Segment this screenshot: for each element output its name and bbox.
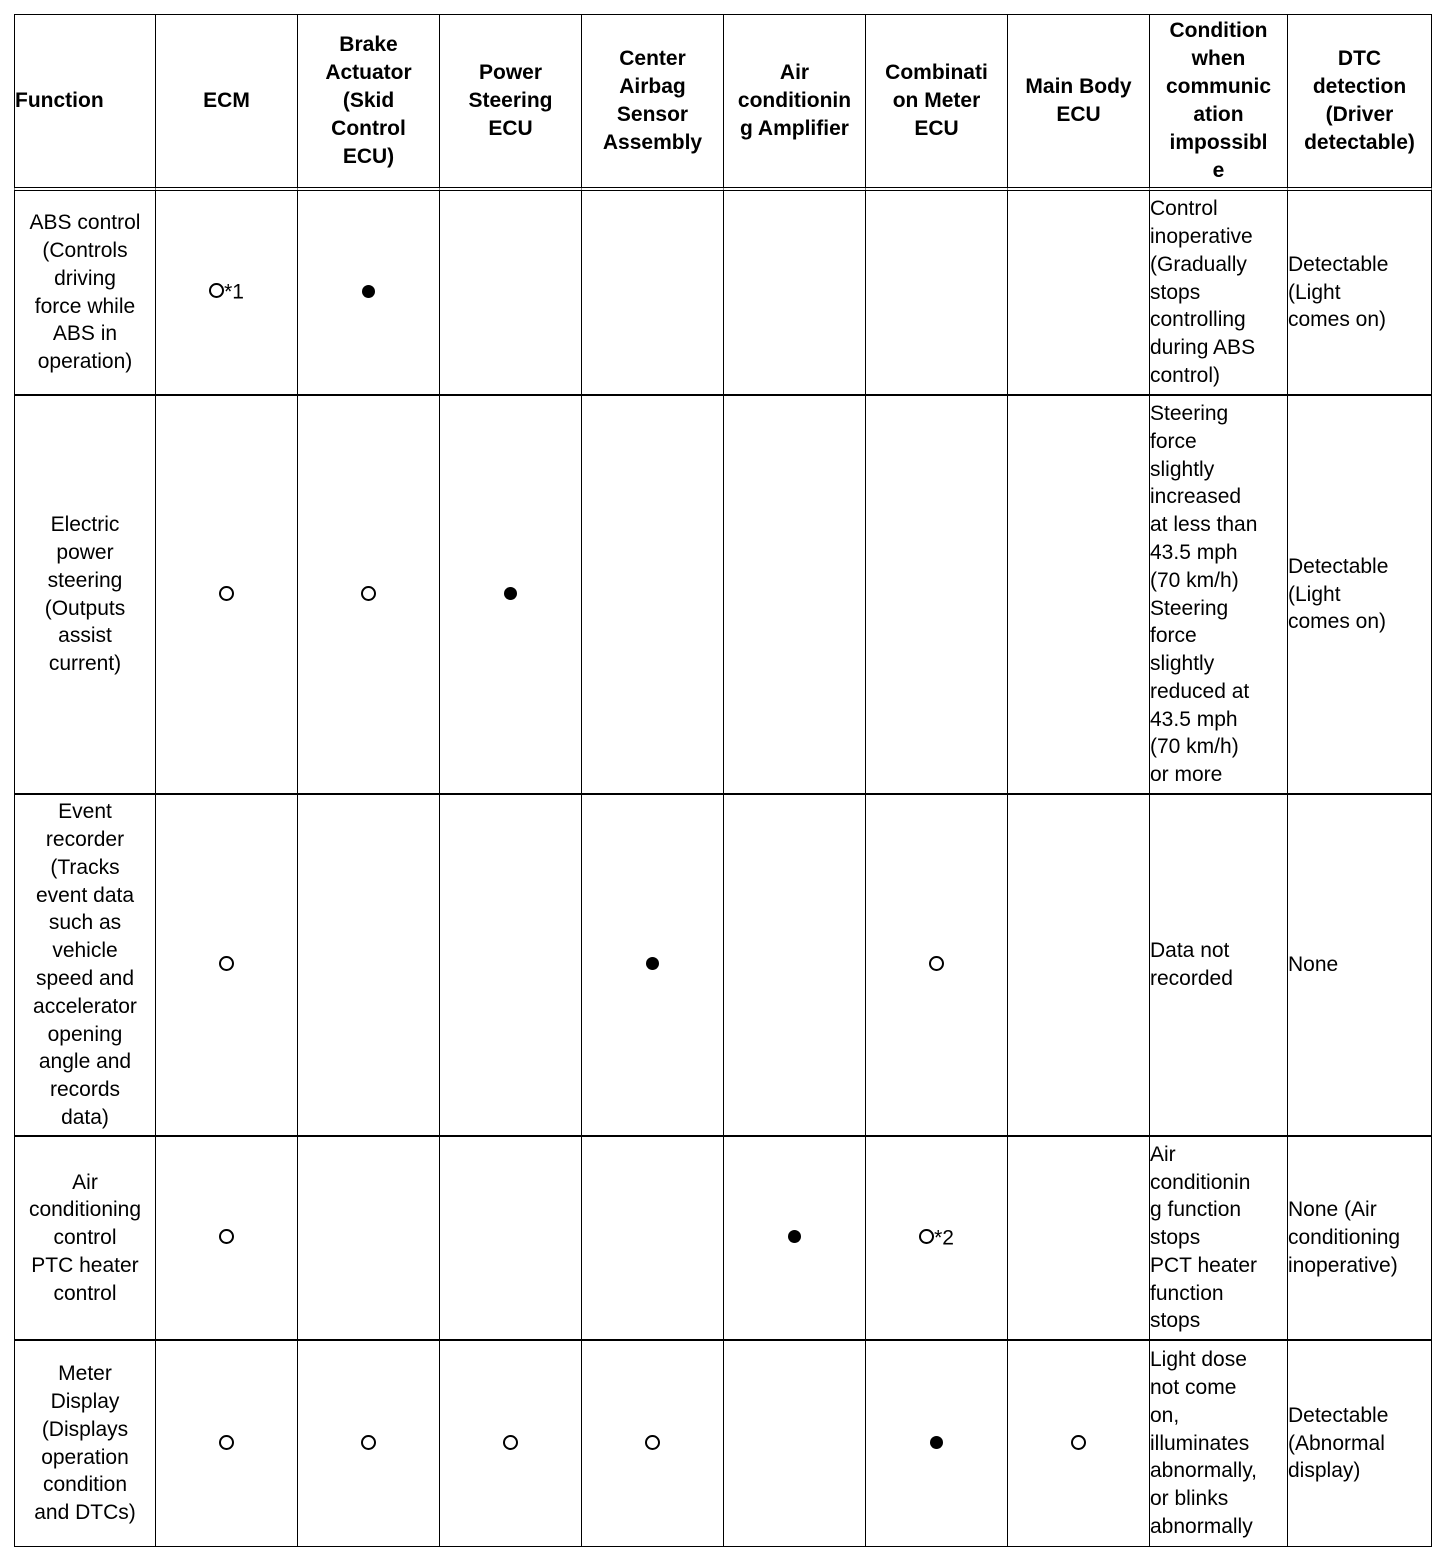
header-text-line: ECU	[914, 117, 959, 140]
mark-cell-brake-actuator	[298, 191, 440, 396]
condition-text-line: on,	[1150, 1403, 1180, 1427]
header-text-line: impossibl	[1169, 131, 1268, 154]
function-cell	[14, 1137, 156, 1341]
dtc-text-line: None (Air	[1288, 1198, 1377, 1222]
table-row	[14, 191, 1432, 396]
mark-cell-ecm	[156, 191, 298, 396]
dtc-text-line: (Light	[1288, 582, 1341, 606]
mark-cell-power-steering-ecu	[440, 1341, 582, 1547]
condition-text-line: reduced at	[1150, 679, 1250, 703]
hollow-circle-icon	[219, 586, 234, 601]
header-text-line: ation	[1193, 103, 1244, 126]
condition-text-line: force	[1150, 429, 1197, 453]
condition-text-line: force	[1150, 624, 1197, 648]
header-text-line: on Meter	[892, 89, 981, 112]
dtc-text-line: None	[1288, 953, 1339, 977]
function-text-line: ABS in	[52, 322, 118, 346]
ecu-communication-table-sheet	[14, 14, 1432, 1547]
mark-cell-power-steering-ecu	[440, 191, 582, 396]
mark-cell-air-conditioning-amplifier	[724, 191, 866, 396]
mark-cell-main-body-ecu	[1008, 1137, 1150, 1341]
function-text-line: accelerator	[33, 994, 137, 1018]
header-text-line: e	[1212, 159, 1225, 182]
function-text-line: data)	[61, 1105, 109, 1129]
condition-text-line: abnormally	[1150, 1514, 1253, 1538]
mark-cell-combination-meter-ecu	[866, 1341, 1008, 1547]
mark-cell-brake-actuator	[298, 1341, 440, 1547]
condition-cell	[1150, 1137, 1288, 1341]
condition-text-line: inoperative	[1150, 225, 1253, 248]
table-row	[14, 1137, 1432, 1341]
condition-text-line: function	[1150, 1281, 1224, 1305]
condition-cell	[1150, 191, 1288, 396]
mark-cell-ecm	[156, 396, 298, 795]
condition-text-line: not come	[1150, 1376, 1237, 1399]
condition-text-line: g function	[1150, 1198, 1242, 1222]
header-text-line: Assembly	[602, 131, 703, 154]
ecu-communication-table	[14, 14, 1432, 1547]
dtc-text-line: (Abnormal	[1288, 1431, 1385, 1455]
function-text-line: Air	[72, 1170, 98, 1194]
mark-cell-center-airbag-sensor	[582, 191, 724, 396]
header-condition-when-communication-impossible	[1150, 14, 1288, 191]
condition-text-line: PCT heater	[1150, 1253, 1257, 1277]
mark-cell-air-conditioning-amplifier	[724, 396, 866, 795]
header-text-line: detectable)	[1304, 131, 1415, 154]
filled-circle-icon	[646, 957, 659, 970]
condition-text-line: Steering	[1150, 596, 1229, 620]
mark-cell-combination-meter-ecu	[866, 191, 1008, 396]
dtc-text-line: Detectable	[1288, 252, 1389, 276]
footnote-marker: *2	[934, 1226, 954, 1250]
condition-text-line: Control	[1150, 197, 1218, 221]
condition-text-line: conditionin	[1150, 1170, 1251, 1194]
header-text-line: Steering	[468, 89, 553, 112]
dtc-detection-cell	[1288, 795, 1432, 1137]
table-body	[14, 191, 1432, 1547]
header-text-line: (Skid	[342, 89, 395, 112]
filled-circle-icon	[504, 587, 517, 600]
header-brake-actuator	[298, 14, 440, 191]
mark-cell-combination-meter-ecu	[866, 1137, 1008, 1341]
function-text-line: current)	[48, 652, 122, 676]
filled-circle-icon	[362, 285, 375, 298]
function-text-line: Event	[58, 800, 112, 824]
header-text-line: Main Body	[1025, 75, 1132, 98]
header-text-line: Control	[331, 117, 406, 140]
condition-text-line: during ABS	[1150, 336, 1256, 360]
header-text-line: Sensor	[616, 103, 689, 126]
header-text-line: Air	[779, 61, 810, 84]
header-center-airbag-sensor	[582, 14, 724, 191]
header-text-line: Power	[478, 61, 543, 84]
header-text-line: when	[1191, 47, 1246, 70]
filled-circle-icon	[788, 1230, 801, 1243]
condition-text-line: Data not	[1150, 939, 1230, 963]
function-text-line: steering	[47, 568, 123, 592]
function-text-line: angle and	[38, 1050, 132, 1074]
hollow-circle-icon	[219, 956, 234, 971]
header-ecm	[156, 14, 298, 191]
dtc-text-line: comes on)	[1288, 610, 1387, 634]
dtc-text-line: Detectable	[1288, 1403, 1389, 1427]
function-text-line: PTC heater	[31, 1253, 139, 1277]
function-cell	[14, 795, 156, 1137]
condition-text-line: stops	[1150, 280, 1201, 304]
dtc-detection-cell	[1288, 1137, 1432, 1341]
condition-text-line: (Gradually	[1150, 252, 1247, 276]
function-text-line: ABS control	[29, 211, 141, 235]
function-text-line: vehicle	[52, 939, 118, 963]
header-text-line: Brake	[339, 33, 398, 56]
footnote-marker: *1	[224, 280, 244, 304]
dtc-text-line: inoperative)	[1288, 1253, 1398, 1277]
function-text-line: control	[53, 1226, 117, 1250]
function-text-line: such as	[48, 911, 122, 935]
mark-cell-ecm	[156, 1341, 298, 1547]
mark-cell-main-body-ecu	[1008, 1341, 1150, 1547]
function-text-line: operation)	[37, 350, 133, 374]
function-text-line: driving	[54, 266, 116, 290]
function-text-line: force while	[34, 294, 136, 318]
function-text-line: records	[49, 1078, 121, 1102]
hollow-circle-icon	[1071, 1435, 1086, 1450]
mark-cell-air-conditioning-amplifier	[724, 1341, 866, 1547]
table-row	[14, 396, 1432, 795]
hollow-circle-icon	[645, 1435, 660, 1450]
condition-text-line: Steering	[1150, 401, 1229, 425]
condition-text-line: or more	[1150, 763, 1223, 787]
function-text-line: condition	[42, 1473, 128, 1497]
function-text-line: Meter	[58, 1362, 112, 1386]
function-text-line: operation	[41, 1445, 129, 1469]
mark-cell-center-airbag-sensor	[582, 1341, 724, 1547]
dtc-text-line: comes on)	[1288, 308, 1387, 332]
header-text-line: Airbag	[619, 75, 686, 98]
function-text-line: opening	[47, 1022, 123, 1046]
header-text-line: conditionin	[737, 89, 852, 112]
dtc-detection-cell	[1288, 191, 1432, 396]
condition-text-line: 43.5 mph	[1150, 540, 1238, 564]
hollow-circle-icon	[361, 586, 376, 601]
function-text-line: event data	[35, 883, 135, 907]
hollow-circle-icon	[219, 1435, 234, 1450]
filled-circle-icon	[930, 1436, 943, 1449]
header-text-line: ECU	[1056, 103, 1101, 126]
hollow-circle-icon	[361, 1435, 376, 1450]
dtc-text-line: display)	[1288, 1459, 1361, 1483]
hollow-circle-icon	[919, 1229, 934, 1244]
mark-cell-power-steering-ecu	[440, 795, 582, 1137]
mark-cell-ecm	[156, 1137, 298, 1341]
function-cell	[14, 191, 156, 396]
header-text-line: (Driver	[1325, 103, 1394, 126]
dtc-text-line: (Light	[1288, 280, 1341, 304]
function-text-line: and DTCs)	[34, 1501, 136, 1525]
condition-text-line: slightly	[1150, 652, 1215, 676]
condition-text-line: (70 km/h)	[1150, 735, 1239, 759]
condition-text-line: stops	[1150, 1309, 1201, 1333]
header-text-line: Function	[15, 89, 104, 112]
header-text-line: detection	[1312, 75, 1407, 98]
mark-cell-center-airbag-sensor	[582, 396, 724, 795]
header-main-body-ecu	[1008, 14, 1150, 191]
mark-cell-brake-actuator	[298, 795, 440, 1137]
condition-text-line: (70 km/h)	[1150, 568, 1239, 592]
condition-text-line: 43.5 mph	[1150, 707, 1238, 731]
function-text-line: assist	[58, 624, 112, 648]
header-text-line: communic	[1165, 75, 1272, 98]
function-text-line: (Outputs	[44, 596, 126, 620]
header-text-line: ECU)	[342, 145, 395, 168]
mark-cell-ecm	[156, 795, 298, 1137]
condition-text-line: at less than	[1150, 513, 1258, 537]
mark-cell-brake-actuator	[298, 1137, 440, 1341]
condition-cell	[1150, 795, 1288, 1137]
header-air-conditioning-amplifier	[724, 14, 866, 191]
dtc-detection-cell	[1288, 396, 1432, 795]
condition-text-line: Air	[1150, 1142, 1176, 1166]
header-row	[14, 14, 1432, 191]
mark-cell-power-steering-ecu	[440, 396, 582, 795]
header-function	[14, 14, 156, 191]
condition-text-line: or blinks	[1150, 1487, 1229, 1511]
condition-text-line: Light dose	[1150, 1348, 1247, 1372]
mark-cell-air-conditioning-amplifier	[724, 795, 866, 1137]
hollow-circle-icon	[219, 1229, 234, 1244]
mark-cell-center-airbag-sensor	[582, 1137, 724, 1341]
header-text-line: DTC	[1337, 47, 1382, 70]
header-text-line: Center	[619, 47, 686, 70]
mark-cell-main-body-ecu	[1008, 191, 1150, 396]
condition-text-line: control)	[1150, 363, 1221, 387]
condition-cell	[1150, 396, 1288, 795]
dtc-text-line: conditioning	[1288, 1226, 1401, 1250]
condition-text-line: controlling	[1150, 308, 1246, 332]
function-text-line: Display	[50, 1389, 120, 1413]
dtc-text-line: Detectable	[1288, 554, 1389, 578]
mark-cell-center-airbag-sensor	[582, 795, 724, 1137]
function-text-line: control	[53, 1281, 117, 1305]
header-text-line: Combinati	[885, 61, 988, 84]
header-text-line: Condition	[1169, 19, 1268, 42]
hollow-circle-icon	[209, 283, 224, 298]
table-row	[14, 1341, 1432, 1547]
condition-text-line: recorded	[1150, 967, 1233, 990]
header-combination-meter-ecu	[866, 14, 1008, 191]
table-row	[14, 795, 1432, 1137]
mark-cell-air-conditioning-amplifier	[724, 1137, 866, 1341]
mark-cell-combination-meter-ecu	[866, 795, 1008, 1137]
function-text-line: conditioning	[28, 1198, 142, 1222]
function-cell	[14, 1341, 156, 1547]
mark-cell-power-steering-ecu	[440, 1137, 582, 1341]
header-text-line: g Amplifier	[740, 117, 849, 140]
function-text-line: Electric	[50, 513, 120, 537]
header-text-line: ECU	[488, 117, 533, 140]
dtc-detection-cell	[1288, 1341, 1432, 1547]
header-dtc-detection	[1288, 14, 1432, 191]
condition-text-line: abnormally,	[1150, 1459, 1257, 1483]
condition-text-line: illuminates	[1150, 1431, 1250, 1455]
condition-text-line: increased	[1150, 485, 1242, 509]
condition-text-line: stops	[1150, 1226, 1201, 1250]
header-text-line: Actuator	[325, 61, 412, 84]
condition-text-line: slightly	[1150, 457, 1215, 481]
function-text-line: (Tracks	[50, 855, 120, 879]
header-text-line: ECM	[203, 89, 250, 112]
mark-cell-brake-actuator	[298, 396, 440, 795]
function-text-line: (Displays	[41, 1417, 129, 1441]
condition-cell	[1150, 1341, 1288, 1547]
mark-cell-combination-meter-ecu	[866, 396, 1008, 795]
function-text-line: recorder	[45, 828, 125, 852]
header-power-steering-ecu	[440, 14, 582, 191]
hollow-circle-icon	[929, 956, 944, 971]
mark-cell-main-body-ecu	[1008, 795, 1150, 1137]
function-text-line: power	[56, 540, 114, 564]
function-text-line: (Controls	[42, 238, 128, 262]
mark-cell-main-body-ecu	[1008, 396, 1150, 795]
hollow-circle-icon	[503, 1435, 518, 1450]
function-text-line: speed and	[35, 967, 135, 990]
function-cell	[14, 396, 156, 795]
